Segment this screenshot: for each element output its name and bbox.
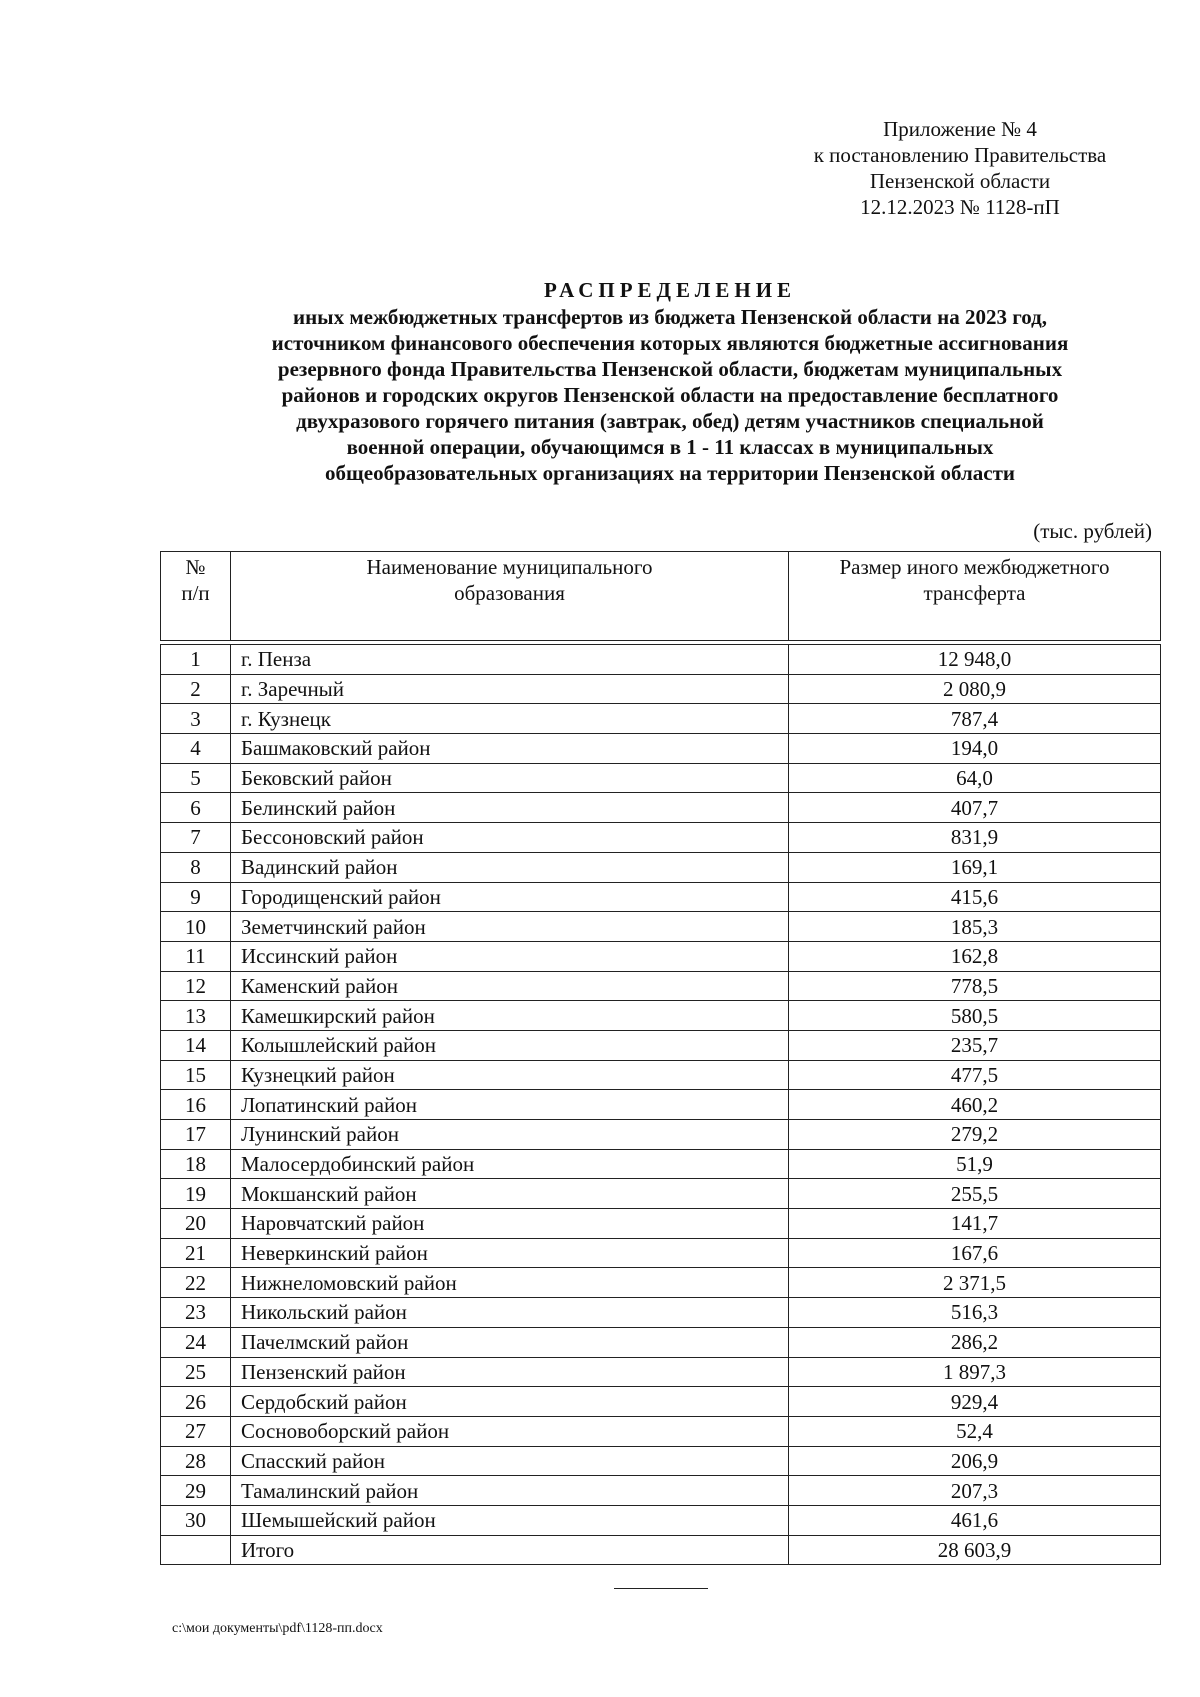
table-row bbox=[161, 674, 1161, 704]
header-num-line: п/п bbox=[181, 581, 210, 605]
header-name-line: Наименование муниципального bbox=[366, 555, 653, 579]
row-name: Бессоновский район bbox=[231, 823, 789, 853]
table-row bbox=[161, 1149, 1161, 1179]
row-name: Башмаковский район bbox=[231, 734, 789, 764]
row-number bbox=[161, 1535, 231, 1565]
table-row bbox=[161, 734, 1161, 764]
row-number: 27 bbox=[161, 1416, 231, 1446]
row-name: Сосновоборский район bbox=[231, 1416, 789, 1446]
file-path: c:\мои документы\pdf\1128-пп.docx bbox=[172, 1621, 383, 1636]
row-value: 1 897,3 bbox=[789, 1357, 1161, 1387]
table-row bbox=[161, 1090, 1161, 1120]
row-number: 5 bbox=[161, 763, 231, 793]
row-name: Белинский район bbox=[231, 793, 789, 823]
end-divider bbox=[614, 1588, 708, 1589]
row-number: 30 bbox=[161, 1505, 231, 1535]
row-name: Шемышейский район bbox=[231, 1505, 789, 1535]
row-name: Спасский район bbox=[231, 1446, 789, 1476]
table-header bbox=[160, 551, 1161, 641]
row-number: 1 bbox=[161, 645, 231, 675]
header-name bbox=[231, 552, 789, 641]
row-value: 460,2 bbox=[789, 1090, 1161, 1120]
row-name: Пачелмский район bbox=[231, 1327, 789, 1357]
row-number: 11 bbox=[161, 941, 231, 971]
row-number: 18 bbox=[161, 1149, 231, 1179]
table-row bbox=[161, 1001, 1161, 1031]
header-value-line: Размер иного межбюджетного bbox=[839, 555, 1110, 579]
row-value: 461,6 bbox=[789, 1505, 1161, 1535]
row-value: 141,7 bbox=[789, 1209, 1161, 1239]
title-line: районов и городских округов Пензенской области на предоставление бесплатного bbox=[281, 383, 1059, 407]
table-row bbox=[161, 1505, 1161, 1535]
title-line: общеобразовательных организациях на территории Пензенской области bbox=[325, 461, 1015, 485]
row-number: 10 bbox=[161, 912, 231, 942]
title-line: резервного фонда Правительства Пензенской области, бюджетам муниципальных bbox=[277, 357, 1063, 381]
appendix-block bbox=[760, 116, 1160, 220]
row-name: Городищенский район bbox=[231, 882, 789, 912]
table-row bbox=[161, 1209, 1161, 1239]
table-row bbox=[161, 912, 1161, 942]
row-value: 279,2 bbox=[789, 1120, 1161, 1150]
row-value: 580,5 bbox=[789, 1001, 1161, 1031]
transfers-table bbox=[160, 644, 1161, 1565]
row-number: 20 bbox=[161, 1209, 231, 1239]
table-row bbox=[161, 1238, 1161, 1268]
header-num-line: № bbox=[185, 555, 206, 579]
table-row bbox=[161, 1060, 1161, 1090]
row-value: 787,4 bbox=[789, 704, 1161, 734]
table-row bbox=[161, 1416, 1161, 1446]
title-line: иных межбюджетных трансфертов из бюджета Пензенской области на 2023 год, bbox=[292, 305, 1048, 329]
row-number: 8 bbox=[161, 852, 231, 882]
table-row bbox=[161, 852, 1161, 882]
row-number: 28 bbox=[161, 1446, 231, 1476]
row-number: 26 bbox=[161, 1387, 231, 1417]
row-name: Тамалинский район bbox=[231, 1476, 789, 1506]
row-value: 28 603,9 bbox=[789, 1535, 1161, 1565]
row-name: Колышлейский район bbox=[231, 1030, 789, 1060]
row-value: 235,7 bbox=[789, 1030, 1161, 1060]
table-row bbox=[161, 882, 1161, 912]
row-value: 407,7 bbox=[789, 793, 1161, 823]
row-name: Кузнецкий район bbox=[231, 1060, 789, 1090]
row-value: 194,0 bbox=[789, 734, 1161, 764]
document-title bbox=[130, 276, 1200, 486]
row-name: г. Пенза bbox=[231, 645, 789, 675]
row-number: 24 bbox=[161, 1327, 231, 1357]
appendix-date: 12.12.2023 № 1128-пП bbox=[860, 195, 1060, 219]
row-value: 167,6 bbox=[789, 1238, 1161, 1268]
row-number: 15 bbox=[161, 1060, 231, 1090]
row-name: Пензенский район bbox=[231, 1357, 789, 1387]
table-row bbox=[161, 645, 1161, 675]
row-number: 7 bbox=[161, 823, 231, 853]
row-value: 185,3 bbox=[789, 912, 1161, 942]
row-value: 12 948,0 bbox=[789, 645, 1161, 675]
title-line: двухразового горячего питания (завтрак, обед) детям участников специальной bbox=[296, 409, 1044, 433]
row-name: Малосердобинский район bbox=[231, 1149, 789, 1179]
row-number: 6 bbox=[161, 793, 231, 823]
row-value: 255,5 bbox=[789, 1179, 1161, 1209]
row-value: 2 371,5 bbox=[789, 1268, 1161, 1298]
title-main: РАСПРЕДЕЛЕНИЕ bbox=[543, 278, 797, 302]
table-row bbox=[161, 793, 1161, 823]
row-name: Камешкирский район bbox=[231, 1001, 789, 1031]
row-value: 162,8 bbox=[789, 941, 1161, 971]
table-row bbox=[161, 1030, 1161, 1060]
row-number: 2 bbox=[161, 674, 231, 704]
row-value: 206,9 bbox=[789, 1446, 1161, 1476]
row-name: Мокшанский район bbox=[231, 1179, 789, 1209]
table-row bbox=[161, 1298, 1161, 1328]
row-number: 16 bbox=[161, 1090, 231, 1120]
row-name: Наровчатский район bbox=[231, 1209, 789, 1239]
total-row bbox=[161, 1535, 1161, 1565]
row-number: 17 bbox=[161, 1120, 231, 1150]
table-row bbox=[161, 1268, 1161, 1298]
appendix-number: Приложение № 4 bbox=[883, 117, 1037, 141]
row-name: Неверкинский район bbox=[231, 1238, 789, 1268]
units-label: (тыс. рублей) bbox=[1033, 519, 1152, 543]
row-value: 477,5 bbox=[789, 1060, 1161, 1090]
row-name: Нижнеломовский район bbox=[231, 1268, 789, 1298]
table-row bbox=[161, 1327, 1161, 1357]
row-number: 9 bbox=[161, 882, 231, 912]
row-number: 25 bbox=[161, 1357, 231, 1387]
table-row bbox=[161, 1446, 1161, 1476]
table-body bbox=[161, 645, 1161, 1565]
row-name: Бековский район bbox=[231, 763, 789, 793]
row-value: 516,3 bbox=[789, 1298, 1161, 1328]
row-value: 778,5 bbox=[789, 971, 1161, 1001]
row-number: 19 bbox=[161, 1179, 231, 1209]
row-number: 23 bbox=[161, 1298, 231, 1328]
title-line: источником финансового обеспечения которых являются бюджетные ассигнования bbox=[271, 331, 1069, 355]
row-name: Земетчинский район bbox=[231, 912, 789, 942]
row-name: Итого bbox=[231, 1535, 789, 1565]
row-value: 52,4 bbox=[789, 1416, 1161, 1446]
row-number: 12 bbox=[161, 971, 231, 1001]
row-number: 3 bbox=[161, 704, 231, 734]
table-row bbox=[161, 1387, 1161, 1417]
row-value: 51,9 bbox=[789, 1149, 1161, 1179]
header-num bbox=[161, 552, 231, 641]
row-number: 13 bbox=[161, 1001, 231, 1031]
row-name: Лунинский район bbox=[231, 1120, 789, 1150]
row-value: 64,0 bbox=[789, 763, 1161, 793]
row-value: 831,9 bbox=[789, 823, 1161, 853]
row-value: 2 080,9 bbox=[789, 674, 1161, 704]
row-value: 286,2 bbox=[789, 1327, 1161, 1357]
header-name-line: образования bbox=[454, 581, 565, 605]
header-value bbox=[789, 552, 1161, 641]
table-row bbox=[161, 763, 1161, 793]
table-row bbox=[161, 704, 1161, 734]
table-row bbox=[161, 1357, 1161, 1387]
row-number: 29 bbox=[161, 1476, 231, 1506]
row-number: 4 bbox=[161, 734, 231, 764]
row-name: г. Кузнецк bbox=[231, 704, 789, 734]
row-value: 415,6 bbox=[789, 882, 1161, 912]
row-number: 14 bbox=[161, 1030, 231, 1060]
row-name: Вадинский район bbox=[231, 852, 789, 882]
table-row bbox=[161, 823, 1161, 853]
table-row bbox=[161, 941, 1161, 971]
row-name: Иссинский район bbox=[231, 941, 789, 971]
row-name: Сердобский район bbox=[231, 1387, 789, 1417]
title-line: военной операции, обучающимся в 1 - 11 классах в муниципальных bbox=[346, 435, 994, 459]
row-value: 207,3 bbox=[789, 1476, 1161, 1506]
row-number: 22 bbox=[161, 1268, 231, 1298]
table-row bbox=[161, 1179, 1161, 1209]
row-name: Никольский район bbox=[231, 1298, 789, 1328]
row-name: г. Заречный bbox=[231, 674, 789, 704]
row-name: Лопатинский район bbox=[231, 1090, 789, 1120]
row-value: 169,1 bbox=[789, 852, 1161, 882]
table-row bbox=[161, 971, 1161, 1001]
table-row bbox=[161, 1120, 1161, 1150]
row-name: Каменский район bbox=[231, 971, 789, 1001]
row-value: 929,4 bbox=[789, 1387, 1161, 1417]
appendix-ref: к постановлению Правительства bbox=[813, 143, 1107, 167]
appendix-region: Пензенской области bbox=[869, 169, 1051, 193]
header-value-line: трансферта bbox=[923, 581, 1026, 605]
table-row bbox=[161, 1476, 1161, 1506]
row-number: 21 bbox=[161, 1238, 231, 1268]
